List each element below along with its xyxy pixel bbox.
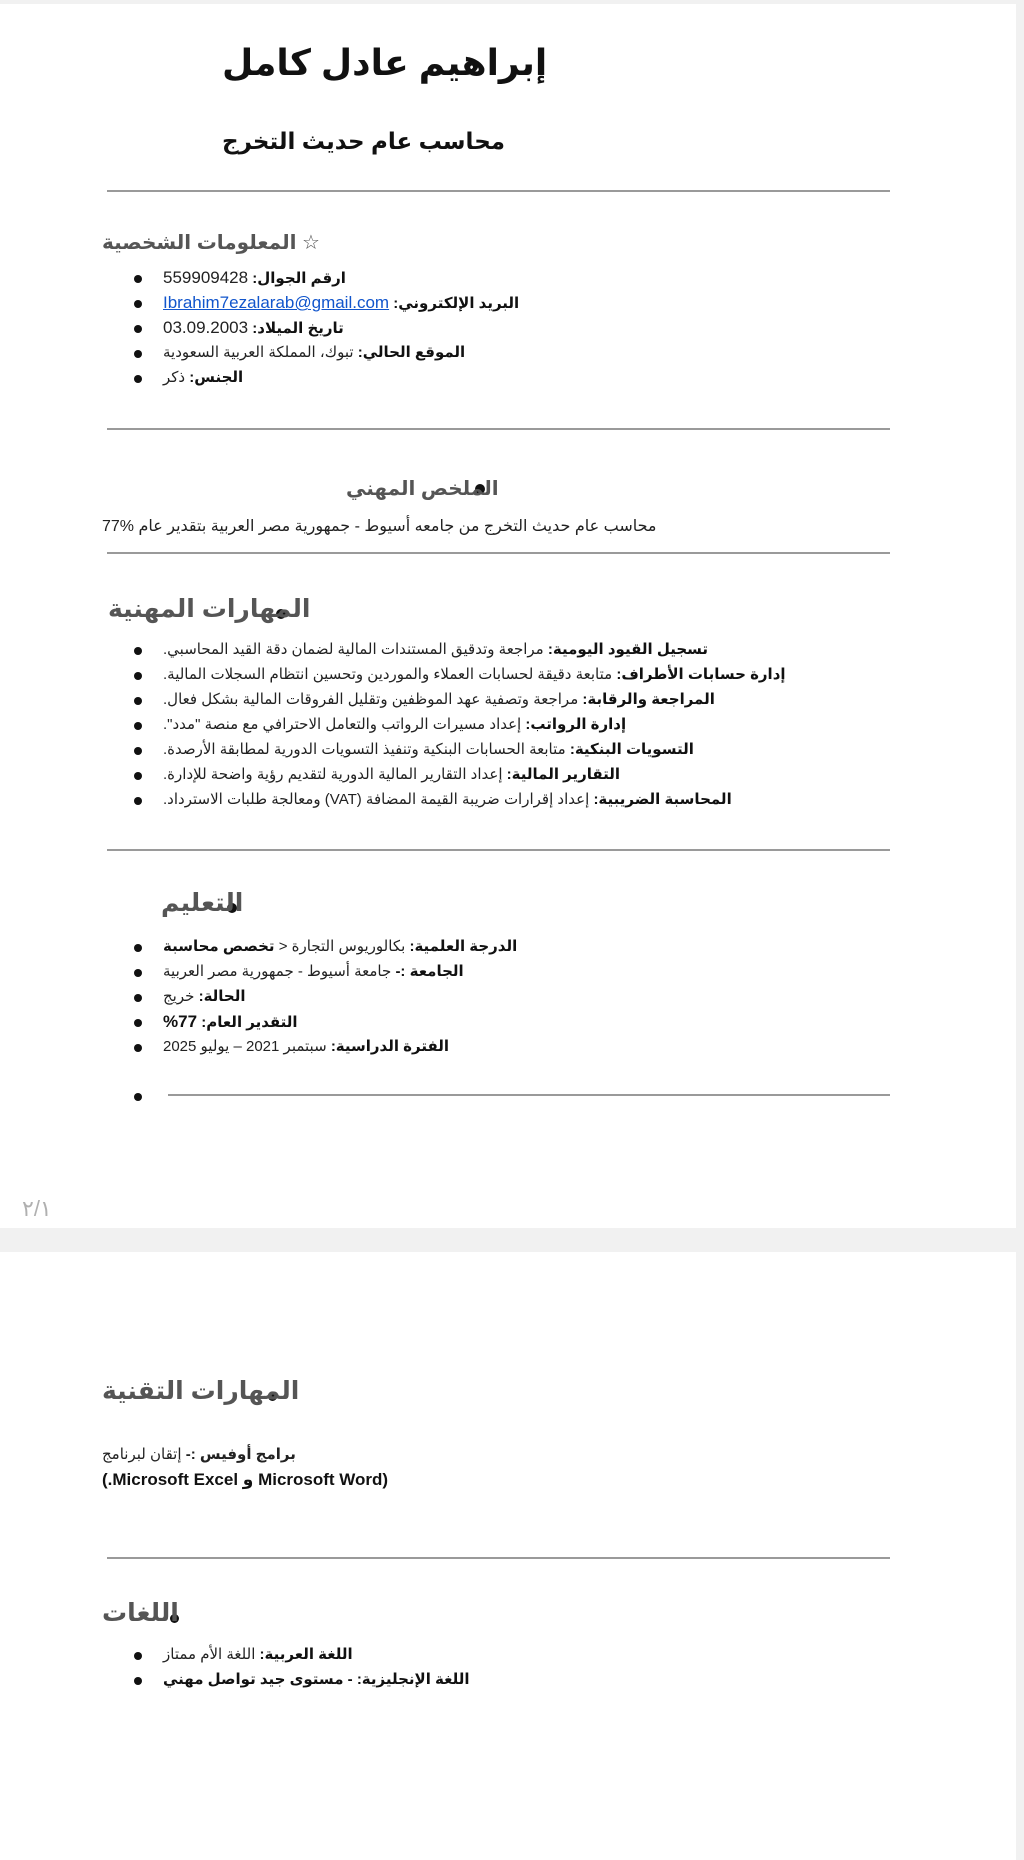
bullet: [134, 747, 142, 755]
divider: [107, 1557, 890, 1559]
bullet: [134, 1677, 142, 1685]
degree-major: تخصص محاسبة: [163, 938, 275, 955]
gender-value: ذكر: [163, 369, 186, 386]
skill-item: [163, 790, 732, 810]
bullet: [134, 969, 142, 977]
skill-item: [163, 640, 708, 660]
gender-line: [163, 368, 243, 388]
arabic-line: [163, 1645, 353, 1665]
bullet: [134, 672, 142, 680]
english-label: اللغة الإنجليزية:: [356, 1671, 470, 1688]
skill-item: [163, 765, 620, 785]
location-value: تبوك، المملكة العربية السعودية: [163, 344, 354, 361]
skill-label: إدارة الرواتب:: [525, 716, 627, 733]
bullet: [134, 944, 142, 952]
english-value: - مستوى جيد تواصل مهني: [163, 1671, 353, 1688]
university-line: [163, 962, 464, 982]
period-value: سبتمبر 2021 – يوليو 2025: [163, 1038, 327, 1055]
bullet: [134, 647, 142, 655]
degree-value: بكالوريوس التجارة <: [278, 938, 406, 955]
skill-text: إعداد إقرارات ضريبة القيمة المضافة (VAT) ومعالجة طلبات الاسترداد.: [163, 791, 590, 808]
bullet: [134, 772, 142, 780]
skill-label: المحاسبة الضريبية:: [593, 791, 732, 808]
bullet: [134, 275, 142, 283]
grade-label: التقدير العام:: [201, 1014, 298, 1031]
degree-line: [163, 937, 517, 957]
resume-page-2: [0, 1252, 1016, 1860]
status-value: خريج: [163, 988, 195, 1005]
divider: [107, 849, 890, 851]
status-line: [163, 987, 246, 1007]
languages-heading: اللغات: [102, 1599, 179, 1627]
email-line: [163, 293, 519, 314]
dob-value: 03.09.2003: [163, 318, 249, 337]
skill-label: إدارة حسابات الأطراف:: [616, 666, 786, 683]
location-label: الموقع الحالي:: [357, 344, 466, 361]
bullet: [134, 300, 142, 308]
summary-text: محاسب عام حديث التخرج من جامعه أسيوط - جمهورية مصر العربية بتقدير عام %77: [102, 518, 657, 535]
university-label: الجامعة :-: [395, 963, 464, 980]
skill-text: مراجعة وتصفية عهد الموظفين وتقليل الفروقات المالية بشكل فعال.: [163, 691, 579, 708]
bullet: [134, 1652, 142, 1660]
tech-skills-heading: المهارات التقنية: [102, 1377, 300, 1405]
phone-value: 559909428: [163, 268, 249, 287]
english-line: [163, 1670, 470, 1690]
phone-line: [163, 268, 346, 289]
email-label: البريد الإلكتروني:: [393, 295, 520, 312]
bullet: [134, 325, 142, 333]
tech-text: إتقان لبرنامج: [102, 1446, 182, 1463]
tech-line-2: (Microsoft Word و Microsoft Excel.): [102, 1470, 389, 1489]
bullet: [134, 1044, 142, 1052]
dob-line: [163, 318, 344, 339]
arabic-label: اللغة العربية:: [259, 1646, 353, 1663]
summary-heading: الملخص المهني: [346, 478, 499, 500]
grade-line: [163, 1012, 298, 1033]
divider: [107, 552, 890, 554]
skill-item: [163, 715, 626, 735]
resume-page-1: [0, 4, 1016, 1228]
bullet: [134, 697, 142, 705]
page-number: ٢/١: [22, 1196, 52, 1221]
email-link[interactable]: Ibrahim7ezalarab@gmail.com: [163, 293, 390, 312]
bullet: [134, 1019, 142, 1027]
skill-item: [163, 740, 694, 760]
degree-label: الدرجة العلمية:: [409, 938, 518, 955]
skill-text: مراجعة وتدقيق المستندات المالية لضمان دقة القيد المحاسبي.: [163, 641, 544, 658]
education-heading: التعليم: [161, 889, 244, 917]
status-label: الحالة:: [198, 988, 246, 1005]
skill-label: المراجعة والرقابة:: [582, 691, 715, 708]
bullet: [134, 994, 142, 1002]
bullet: [134, 1093, 142, 1101]
period-line: [163, 1037, 449, 1057]
divider: [168, 1094, 890, 1096]
tech-label: برامج أوفيس :-: [185, 1446, 296, 1463]
personal-info-heading: ☆ المعلومات الشخصية: [102, 232, 320, 254]
skill-text: إعداد التقارير المالية الدورية لتقديم رؤية واضحة للإدارة.: [163, 766, 503, 783]
grade-value: 77%: [163, 1012, 198, 1031]
bullet: [134, 722, 142, 730]
tech-line-1: [102, 1445, 296, 1463]
candidate-name: إبراهيم عادل كامل: [222, 42, 548, 83]
skill-text: متابعة دقيقة لحسابات العملاء والموردين وتحسين انتظام السجلات المالية.: [163, 666, 613, 683]
skill-label: التقارير المالية:: [506, 766, 621, 783]
arabic-value: اللغة الأم ممتاز: [163, 1646, 256, 1663]
skill-text: إعداد مسيرات الرواتب والتعامل الاحترافي مع منصة "مدد".: [163, 716, 522, 733]
bullet: [134, 350, 142, 358]
phone-label: ارقم الجوال:: [252, 270, 346, 287]
period-label: الفترة الدراسية:: [330, 1038, 450, 1055]
job-title: محاسب عام حديث التخرج: [222, 128, 506, 154]
bullet: [134, 375, 142, 383]
gender-label: الجنس:: [189, 369, 244, 386]
skill-label: التسويات البنكية:: [569, 741, 694, 758]
dob-label: تاريخ الميلاد:: [252, 320, 344, 337]
skill-label: تسجيل القيود اليومية:: [547, 641, 709, 658]
location-line: [163, 343, 465, 363]
divider: [107, 190, 890, 192]
bullet: [134, 797, 142, 805]
skill-item: [163, 665, 786, 685]
skills-heading: المهارات المهنية: [108, 595, 311, 623]
skill-item: [163, 690, 715, 710]
university-value: جامعة أسيوط - جمهورية مصر العربية: [163, 963, 392, 980]
divider: [107, 428, 890, 430]
skill-text: متابعة الحسابات البنكية وتنفيذ التسويات الدورية لمطابقة الأرصدة.: [163, 741, 566, 758]
